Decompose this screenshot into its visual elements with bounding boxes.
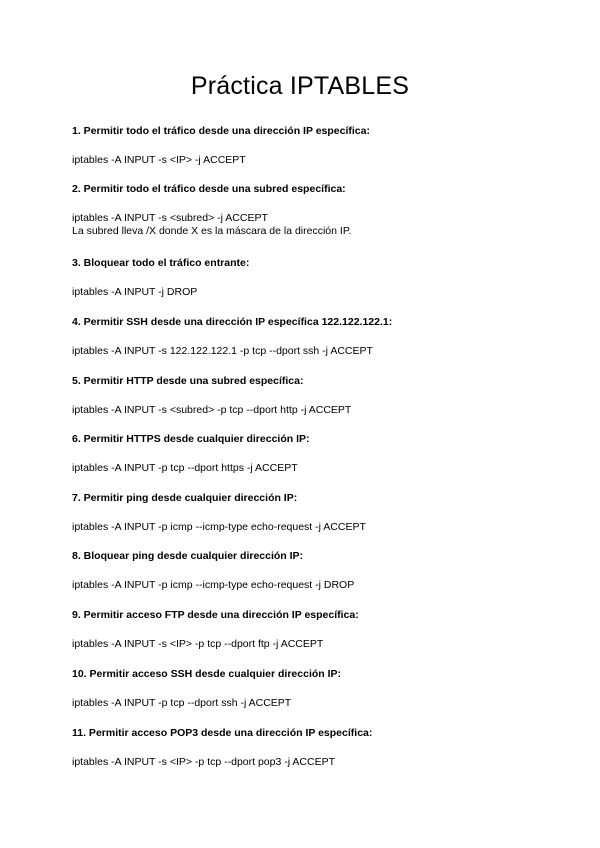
section-heading: 9. Permitir acceso FTP desde una dirección IP específica:: [72, 609, 359, 621]
section-command: iptables -A INPUT -j DROP: [72, 286, 198, 298]
section-command: iptables -A INPUT -p icmp --icmp-type echo-request -j DROP: [72, 579, 355, 591]
section-heading: 5. Permitir HTTP desde una subred específica:: [72, 375, 304, 387]
section-8: [72, 550, 532, 592]
section-3: [72, 257, 532, 299]
section-heading: 8. Bloquear ping desde cualquier dirección IP:: [72, 550, 304, 562]
section-2: [72, 183, 532, 238]
section-command: iptables -A INPUT -s 122.122.122.1 -p tcp --dport ssh -j ACCEPT: [72, 345, 373, 357]
section-heading: 10. Permitir acceso SSH desde cualquier dirección IP:: [72, 668, 342, 680]
page-title: Práctica IPTABLES: [190, 72, 410, 100]
section-9: [72, 609, 532, 651]
section-heading: 4. Permitir SSH desde una dirección IP específica 122.122.122.1:: [72, 316, 393, 328]
section-10: [72, 668, 532, 710]
section-command: iptables -A INPUT -p icmp --icmp-type echo-request -j ACCEPT: [72, 521, 366, 533]
section-heading: 2. Permitir todo el tráfico desde una subred específica:: [72, 183, 346, 195]
section-command: iptables -A INPUT -s <IP> -p tcp --dport pop3 -j ACCEPT: [72, 756, 335, 768]
section-heading: 6. Permitir HTTPS desde cualquier dirección IP:: [72, 433, 310, 445]
section-command: iptables -A INPUT -s <subred> -p tcp --dport http -j ACCEPT: [72, 404, 352, 416]
section-heading: 3. Bloquear todo el tráfico entrante:: [72, 257, 250, 269]
section-7: [72, 492, 532, 534]
section-command: iptables -A INPUT -p tcp --dport https -j ACCEPT: [72, 462, 298, 474]
section-11: [72, 727, 532, 769]
section-note: La subred lleva /X donde X es la máscara de la dirección IP.: [72, 225, 352, 237]
section-command: iptables -A INPUT -s <IP> -p tcp --dport ftp -j ACCEPT: [72, 638, 324, 650]
section-4: [72, 316, 532, 358]
section-heading: 1. Permitir todo el tráfico desde una dirección IP específica:: [72, 125, 370, 137]
section-6: [72, 433, 532, 475]
section-5: [72, 375, 532, 417]
section-1: [72, 125, 532, 167]
section-heading: 11. Permitir acceso POP3 desde una dirección IP específica:: [72, 727, 373, 739]
section-command: iptables -A INPUT -s <subred> -j ACCEPT: [72, 212, 268, 224]
section-heading: 7. Permitir ping desde cualquier dirección IP:: [72, 492, 298, 504]
section-command: iptables -A INPUT -s <IP> -j ACCEPT: [72, 154, 246, 166]
section-command: iptables -A INPUT -p tcp --dport ssh -j ACCEPT: [72, 697, 292, 709]
